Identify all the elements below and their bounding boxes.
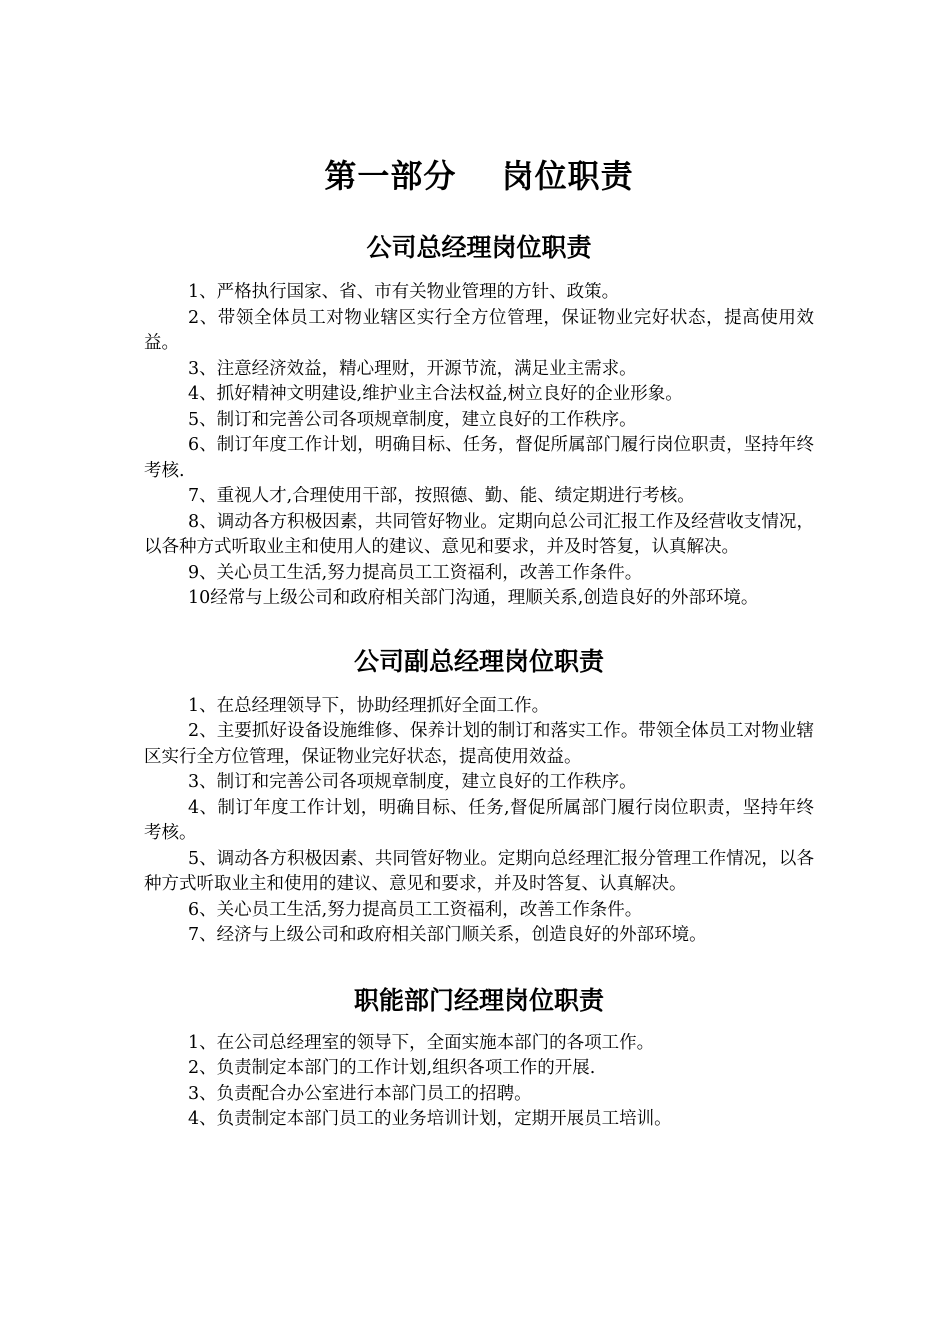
duty-item: 7、重视人才,合理使用干部，按照德、勤、能、绩定期进行考核。 — [188, 486, 695, 506]
section-heading-deputy-general-manager: 公司副总经理岗位职责 — [353, 646, 604, 676]
duty-item: 1、严格执行国家、省、市有关物业管理的方针、政策。 — [188, 282, 620, 302]
duty-item: 10经常与上级公司和政府相关部门沟通，理顺关系,创造良好的外部环境。 — [188, 588, 759, 608]
duty-item: 7、经济与上级公司和政府相关部门顺关系，创造良好的外部环境。 — [188, 925, 707, 945]
general-manager-duties-list — [144, 280, 814, 612]
duty-item: 9、关心员工生活,努力提高员工工资福利，改善工作条件。 — [188, 562, 643, 583]
department-manager-duties-list — [144, 1031, 814, 1133]
section-heading-general-manager: 公司总经理岗位职责 — [366, 233, 592, 262]
duty-item: 1、在总经理领导下，协助经理抓好全面工作。 — [188, 695, 550, 716]
duty-item: 6、制订年度工作计划，明确目标、任务，督促所属部门履行岗位职责，坚持年终考核. — [144, 435, 814, 481]
duty-item: 2、带领全体员工对物业辖区实行全方位管理，保证物业完好状态，提高使用效益。 — [144, 307, 814, 353]
duty-item: 1、在公司总经理室的领导下，全面实施本部门的各项工作。 — [188, 1032, 655, 1053]
duty-item: 5、调动各方积极因素、共同管好物业。定期向总经理汇报分管理工作情况，以各种方式听取业主和使用的建议、意见和要求，并及时答复、认真解决。 — [144, 848, 814, 894]
deputy-general-manager-duties-list — [144, 694, 814, 949]
duty-item: 3、负责配合办公室进行本部门员工的招聘。 — [188, 1083, 532, 1104]
duty-item: 6、关心员工生活,努力提高员工工资福利，改善工作条件。 — [188, 899, 643, 920]
duty-item: 3、制订和完善公司各项规章制度，建立良好的工作秩序。 — [188, 772, 637, 792]
duty-item: 8、调动各方积极因素，共同管好物业。定期向总公司汇报工作及经营收支情况，以各种方式听取业主和使用人的建议、意见和要求，并及时答复，认真解决。 — [144, 511, 814, 557]
duty-item: 4、抓好精神文明建设,维护业主合法权益,树立良好的企业形象。 — [188, 384, 683, 404]
duty-item: 3、注意经济效益，精心理财，开源节流，满足业主需求。 — [188, 358, 637, 379]
page-title: 第一部分 岗位职责 — [324, 157, 634, 195]
duty-item: 4、制订年度工作计划，明确目标、任务,督促所属部门履行岗位职责，坚持年终考核。 — [144, 797, 814, 843]
duty-item: 2、主要抓好设备设施维修、保养计划的制订和落实工作。带领全体员工对物业辖区实行全方位管理，保证物业完好状态，提高使用效益。 — [144, 721, 814, 767]
duty-item: 4、负责制定本部门员工的业务培训计划，定期开展员工培训。 — [188, 1109, 672, 1129]
document-body — [144, 150, 814, 1133]
section-heading-department-manager: 职能部门经理岗位职责 — [353, 985, 604, 1015]
duty-item: 5、制订和完善公司各项规章制度，建立良好的工作秩序。 — [188, 409, 637, 430]
duty-item: 2、负责制定本部门的工作计划,组织各项工作的开展. — [188, 1058, 596, 1078]
